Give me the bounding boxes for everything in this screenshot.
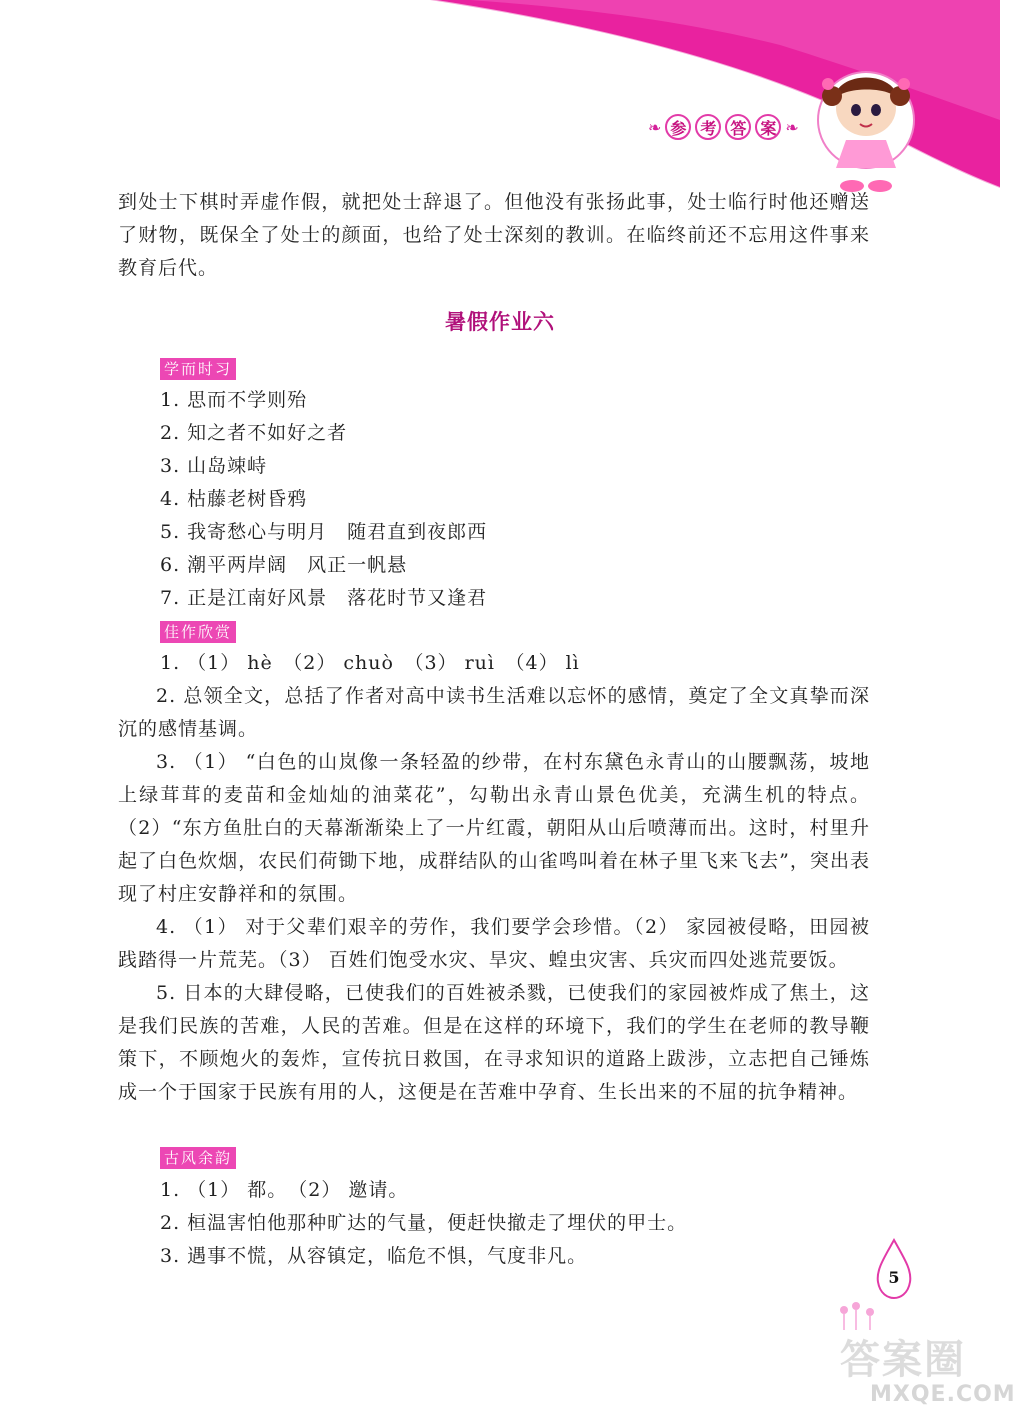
page-number-label: 5 bbox=[888, 1268, 900, 1287]
answer-q5: 5. 日本的大肆侵略，已使我们的百姓被杀戮，已使我们的家园被炸成了焦土，这是我们民族的苦难，人民的苦难。但是在这样的环境下，我们的学生在老师的教导鞭策下，不顾炮火的轰炸，宣传抗日救国，在寻求知识的道路上跋涉，立志把自己锤炼成一个于国家于民族有用的人，这便是在苦难中孕育、生长出来的不屈的抗争精神。 bbox=[118, 982, 870, 1103]
list-item: 3. 遇事不慌，从容镇定，临危不惧，气度非凡。 bbox=[160, 1245, 588, 1267]
girl-illustration bbox=[818, 72, 914, 192]
list-item: 6. 潮平两岸阔 风正一帆悬 bbox=[160, 554, 408, 576]
answer-q1: 1. （1） hè （2） chuò （3） ruì （4） lì bbox=[160, 652, 580, 674]
watermark-url: MXQE.COM bbox=[870, 1382, 1016, 1407]
answer-q4: 4. （1） 对于父辈们艰辛的劳作，我们要学会珍惜。（2） 家园被侵略，田园被践踏得一片荒芜。（3） 百姓们饱受水灾、旱灾、蝗虫灾害、兵灾而四处逃荒要饭。 bbox=[118, 916, 870, 971]
flower-decoration-icon bbox=[830, 1296, 910, 1332]
watermark-text: 答案圈 bbox=[840, 1337, 966, 1383]
list-item: 2. 桓温害怕他那种旷达的气量，便赶快撤走了埋伏的甲士。 bbox=[160, 1212, 688, 1234]
watermark bbox=[840, 1328, 1016, 1414]
list-item: 1. 思而不学则殆 bbox=[160, 389, 308, 411]
list-item: 1. （1） 都。 （2） 邀请。 bbox=[160, 1179, 409, 1201]
badge-char: 参 bbox=[665, 114, 691, 140]
list-item: 3. 山岛竦峙 bbox=[160, 455, 268, 477]
answer-q2: 2. 总领全文，总括了作者对高中读书生活难以忘怀的感情，奠定了全文真挚而深沉的感情基调。 bbox=[118, 685, 870, 740]
section-label-gufengyuyun: 古风余韵 bbox=[160, 1147, 236, 1169]
list-item: 2. 知之者不如好之者 bbox=[160, 422, 348, 444]
section-label-jiazuoxinshang: 佳作欣赏 bbox=[160, 621, 236, 643]
list-item: 4. 枯藤老树昏鸦 bbox=[160, 488, 308, 510]
badge-sep-icon: ❧ bbox=[785, 117, 799, 137]
list-item: 7. 正是江南好风景 落花时节又逢君 bbox=[160, 587, 488, 609]
page-number bbox=[874, 1238, 914, 1302]
answer-badge bbox=[648, 114, 799, 140]
badge-sep-icon: ❧ bbox=[648, 117, 662, 137]
intro-paragraph: 到处士下棋时弄虚作假，就把处士辞退了。但他没有张扬此事，处士临行时他还赠送了财物，既保全了处士的颜面，也给了处士深刻的教训。在临终前还不忘用这件事来教育后代。 bbox=[118, 191, 870, 279]
section-label-xueershixi: 学而时习 bbox=[160, 358, 236, 380]
badge-char: 考 bbox=[695, 114, 721, 140]
badge-char: 答 bbox=[725, 114, 751, 140]
badge-char: 案 bbox=[755, 114, 781, 140]
answer-q3: 3. （1） “白色的山岚像一条轻盈的纱带，在村东黛色永青山的山腰飘荡，坡地上绿茸茸的麦苗和金灿灿的油菜花”，勾勒出永青山景色优美，充满生机的特点。（2）“东方鱼肚白的天幕渐渐染上了一片红霞，朝阳从山后喷薄而出。这时，村里升起了白色炊烟，农民们荷锄下地，成群结队的山雀鸣叫着在林子里飞来飞去”，突出表现了村庄安静祥和的氛围。 bbox=[118, 751, 870, 905]
page-title: 暑假作业六 bbox=[445, 309, 555, 334]
list-item: 5. 我寄愁心与明月 随君直到夜郎西 bbox=[160, 521, 488, 543]
header-decoration bbox=[0, 0, 1000, 200]
